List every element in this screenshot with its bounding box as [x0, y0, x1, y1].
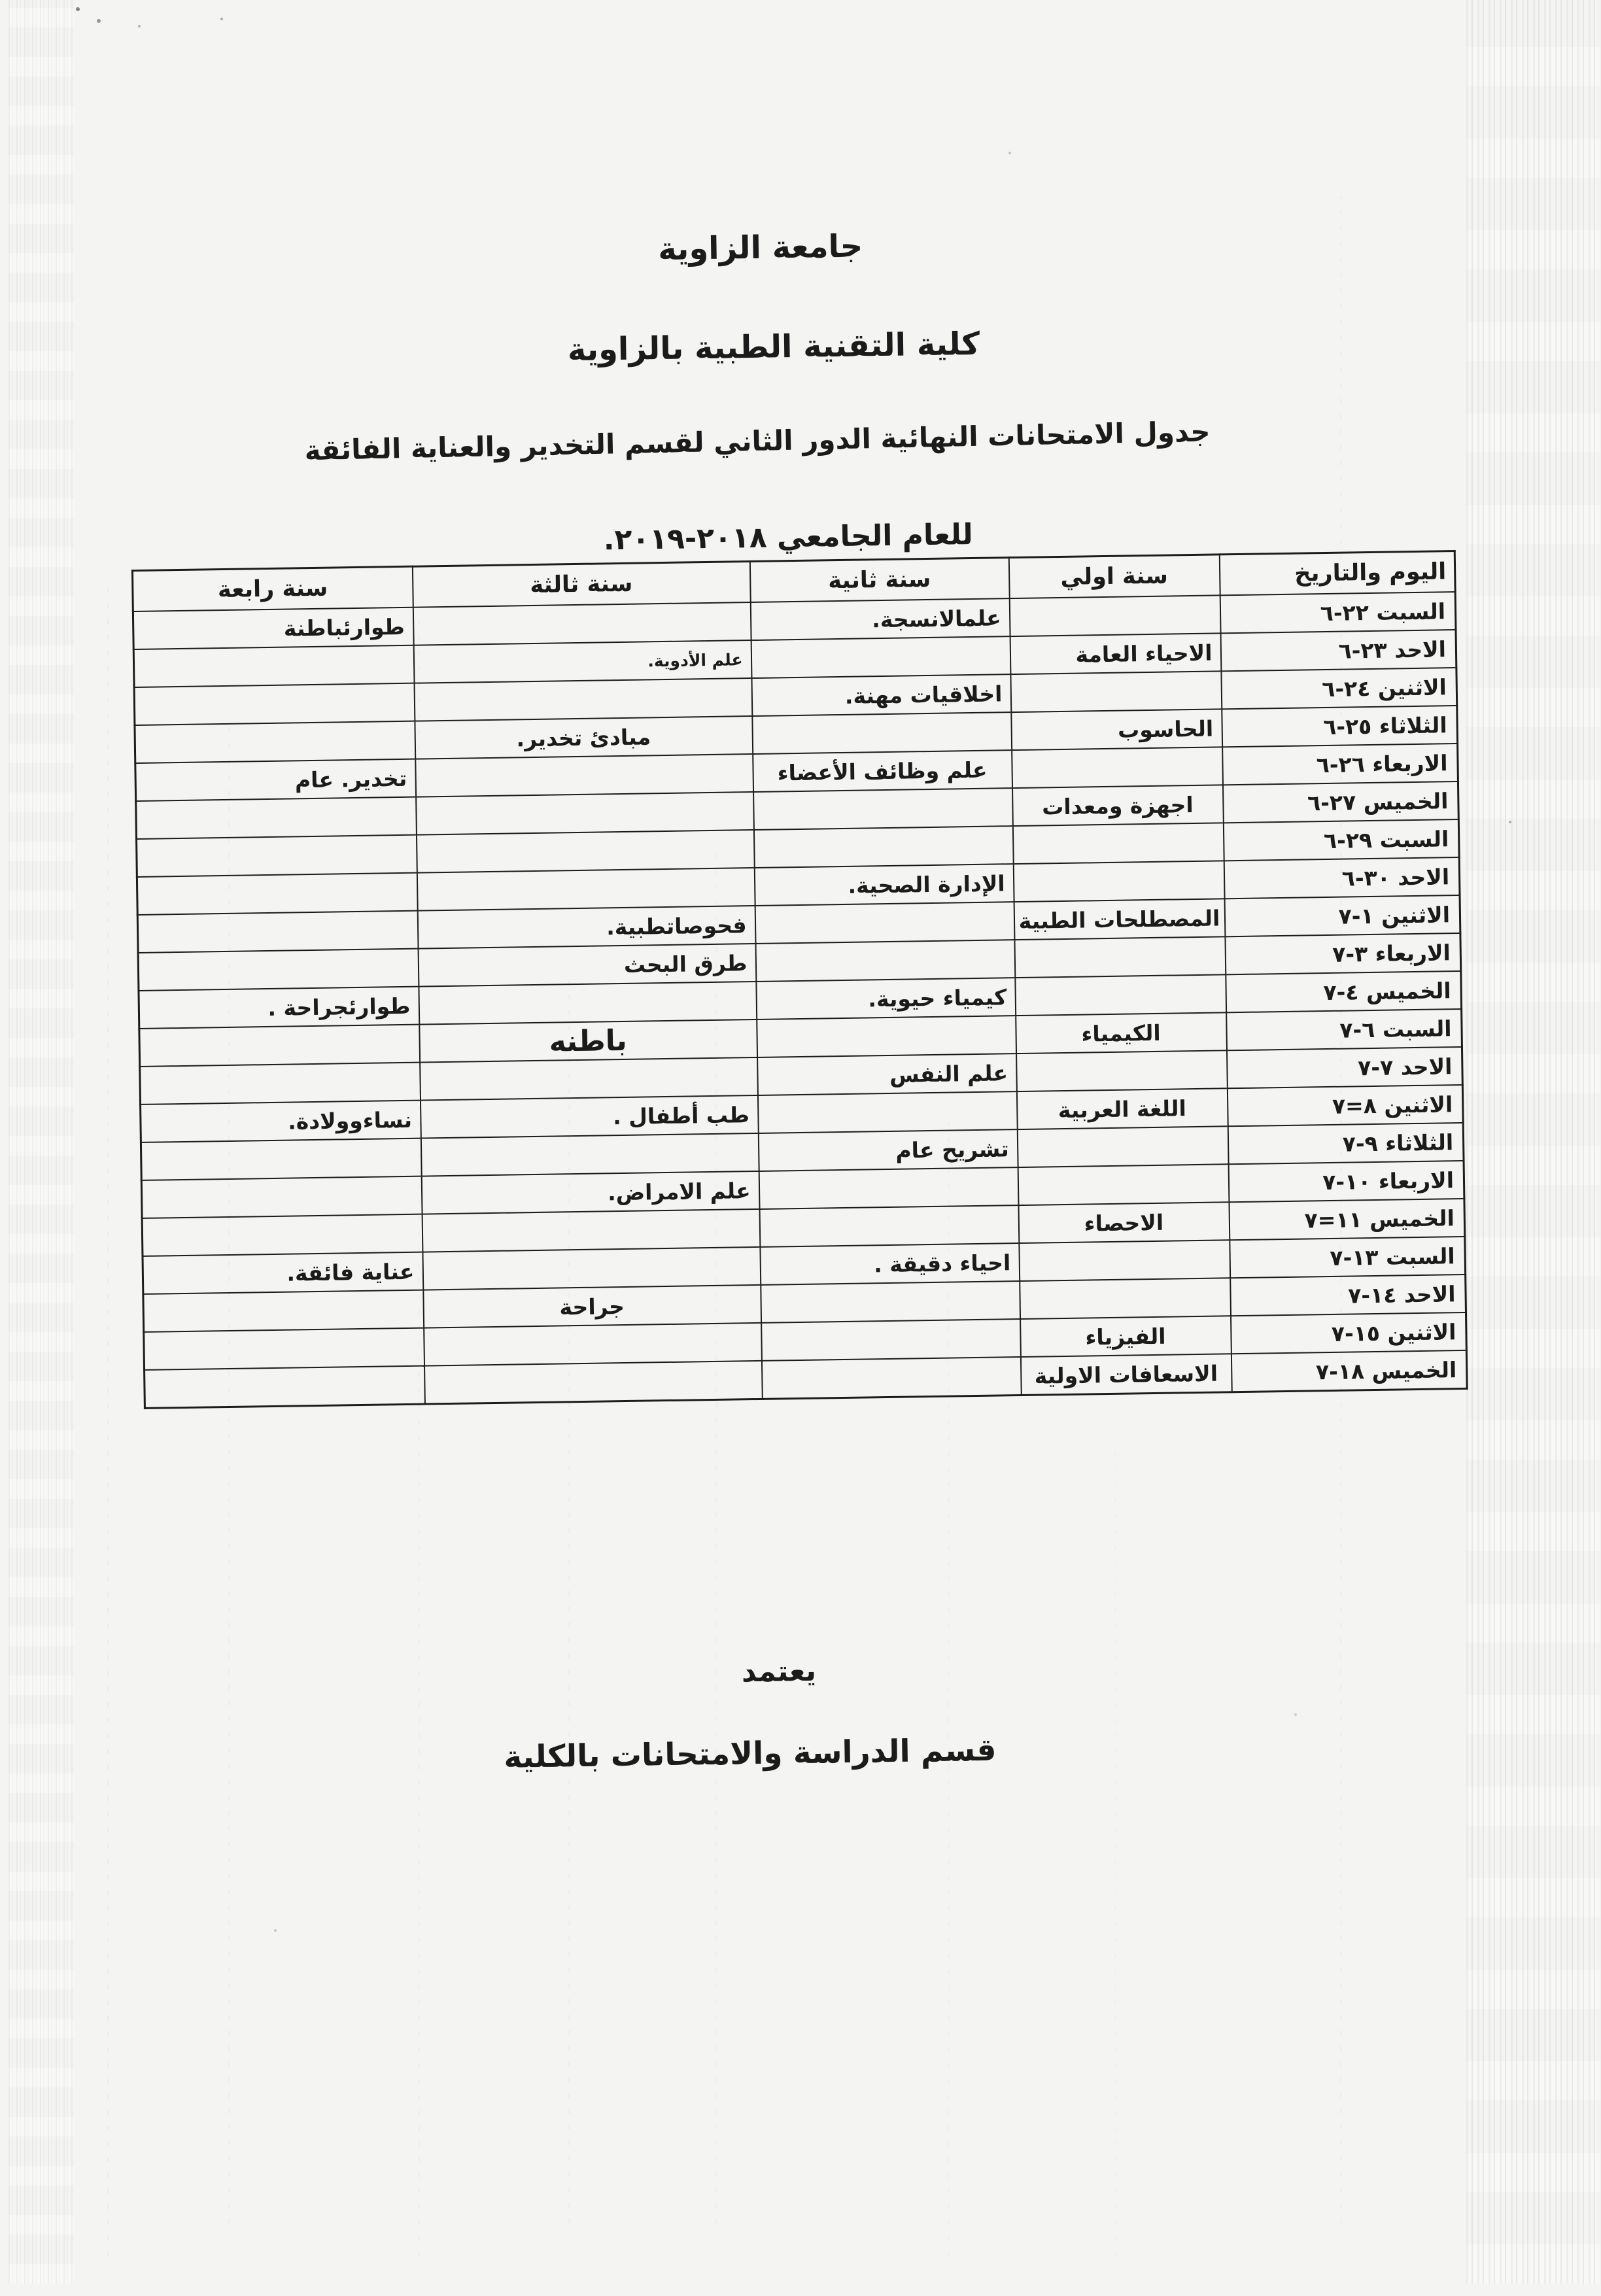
- date-cell: السبت ١٣-٧: [1230, 1237, 1466, 1278]
- date-cell: السبت ٢٩-٦: [1224, 819, 1460, 861]
- subject-cell: [1020, 1240, 1231, 1281]
- subject-cell: [134, 645, 415, 687]
- date-cell: الاثنين ١-٧: [1225, 895, 1461, 936]
- university-title: جامعة الزاوية: [658, 228, 864, 268]
- subject-cell: [141, 1063, 421, 1105]
- subject-cell: [756, 940, 1016, 982]
- subject-cell: باطنه: [420, 1019, 758, 1063]
- subject-cell: [423, 1247, 761, 1290]
- subject-cell: [760, 1205, 1020, 1247]
- subject-cell: [145, 1328, 425, 1370]
- subject-cell: [425, 1361, 763, 1404]
- subject-cell: اللغة العربية: [1017, 1088, 1228, 1129]
- subject-cell: [417, 830, 755, 873]
- subject-cell: احياء دقيقة .: [761, 1243, 1020, 1285]
- subject-cell: [137, 797, 417, 839]
- subject-cell: [1018, 1164, 1230, 1205]
- subject-cell: الاحصاء: [1019, 1202, 1230, 1243]
- date-cell: الاحد ٣٠-٦: [1224, 857, 1460, 899]
- subject-cell: [762, 1357, 1022, 1399]
- column-header-y4: سنة رابعة: [133, 566, 413, 611]
- subject-cell: نساءوولادة.: [141, 1101, 422, 1142]
- academic-year: للعام الجامعي ٢٠١٨-٢٠١٩.: [604, 517, 974, 557]
- schedule-title: جدول الامتحانات النهائية الدور الثاني لقسم التخدير والعناية الفائقة: [305, 415, 1211, 467]
- date-cell: الاربعاء ١٠-٧: [1229, 1161, 1465, 1202]
- date-cell: السبت ٢٢-٦: [1220, 592, 1456, 633]
- subject-cell: [424, 1323, 763, 1366]
- subject-cell: [137, 873, 418, 915]
- subject-cell: [1020, 1278, 1231, 1319]
- subject-cell: فحوصاتطبية.: [418, 906, 756, 949]
- subject-cell: [415, 678, 753, 721]
- subject-cell: [137, 835, 418, 877]
- column-header-y2: سنة ثانية: [750, 558, 1010, 602]
- subject-cell: [753, 712, 1012, 754]
- subject-cell: الإدارة الصحية.: [755, 864, 1014, 906]
- subject-cell: [1018, 1126, 1229, 1167]
- subject-cell: [755, 902, 1015, 944]
- subject-cell: كيمياء حيوية.: [757, 978, 1016, 1019]
- date-cell: الخميس ١٨-٧: [1231, 1350, 1468, 1392]
- subject-cell: [761, 1281, 1021, 1323]
- subject-cell: [754, 788, 1014, 830]
- subject-cell: [135, 683, 415, 725]
- subject-cell: [1010, 595, 1221, 636]
- date-cell: الاحد ١٤-٧: [1231, 1275, 1467, 1316]
- subject-cell: المصطلحات الطبية: [1014, 899, 1226, 940]
- subject-cell: [422, 1209, 761, 1252]
- subject-cell: [142, 1176, 422, 1218]
- subject-cell: [759, 1167, 1019, 1209]
- subject-cell: طوارئباطنة: [133, 608, 414, 649]
- subject-cell: [1017, 1050, 1228, 1091]
- date-cell: الاثنين ٨=٧: [1228, 1085, 1464, 1126]
- subject-cell: [1014, 861, 1225, 902]
- subject-cell: [762, 1319, 1022, 1361]
- date-cell: الخميس ١١=٧: [1230, 1199, 1466, 1240]
- subject-cell: [141, 1139, 422, 1180]
- subject-cell: [135, 721, 416, 763]
- subject-cell: [417, 792, 755, 835]
- date-cell: الاحد ٧-٧: [1227, 1047, 1463, 1088]
- subject-cell: [419, 982, 757, 1025]
- date-cell: الاحد ٢٣-٦: [1221, 630, 1457, 671]
- subject-cell: [144, 1290, 424, 1332]
- column-header-y3: سنة ثالثة: [413, 562, 751, 608]
- subject-cell: طوارئجراحة .: [139, 987, 420, 1029]
- subject-cell: [138, 911, 419, 953]
- subject-cell: [1016, 974, 1227, 1016]
- date-cell: الاثنين ٢٤-٦: [1222, 668, 1458, 709]
- date-cell: الخميس ٢٧-٦: [1223, 781, 1459, 823]
- college-title: كلية التقنية الطبية بالزاوية: [568, 325, 981, 369]
- subject-cell: [140, 1025, 421, 1067]
- approval-label: يعتمد: [742, 1654, 818, 1689]
- subject-cell: [416, 754, 754, 797]
- subject-cell: الحاسوب: [1012, 709, 1223, 750]
- subject-cell: [1012, 747, 1224, 788]
- subject-cell: [751, 636, 1011, 678]
- subject-cell: جراحة: [424, 1285, 762, 1328]
- subject-cell: [1011, 671, 1222, 712]
- subject-cell: مبادئ تخدير.: [415, 716, 753, 759]
- subject-cell: الاسعافات الاولية: [1021, 1354, 1232, 1395]
- subject-cell: علم الامراض.: [422, 1171, 760, 1214]
- subject-cell: اجهزة ومعدات: [1013, 785, 1224, 826]
- subject-cell: [421, 1133, 759, 1176]
- scan-speck-dots: [0, 0, 3, 3]
- subject-cell: [139, 949, 419, 991]
- subject-cell: [754, 826, 1014, 868]
- date-cell: الاثنين ١٥-٧: [1231, 1312, 1468, 1354]
- column-header-date: اليوم والتاريخ: [1220, 551, 1456, 596]
- subject-cell: [417, 868, 755, 911]
- subject-cell: [413, 602, 751, 645]
- date-cell: السبت ٦-٧: [1227, 1009, 1463, 1050]
- date-cell: الثلاثاء ٩-٧: [1228, 1123, 1464, 1164]
- subject-cell: علم وظائف الأعضاء: [753, 750, 1013, 792]
- subject-cell: الاحياء العامة: [1010, 633, 1222, 674]
- date-cell: الاربعاء ٣-٧: [1226, 933, 1462, 974]
- subject-cell: علم الأدوية.: [414, 640, 752, 683]
- subject-cell: الفيزياء: [1021, 1316, 1232, 1357]
- date-cell: الثلاثاء ٢٥-٦: [1222, 706, 1458, 747]
- column-header-y1: سنة اولي: [1009, 555, 1220, 598]
- exam-table-body: [133, 592, 1468, 1408]
- subject-cell: علم النفس: [758, 1054, 1018, 1095]
- subject-cell: [1015, 936, 1226, 978]
- date-cell: الاربعاء ٢٦-٦: [1223, 744, 1459, 785]
- subject-cell: تخدير. عام: [136, 759, 417, 801]
- subject-cell: [758, 1091, 1018, 1133]
- subject-cell: عناية فائقة.: [143, 1252, 424, 1294]
- exam-schedule-table: [132, 550, 1469, 1409]
- subject-cell: طرق البحث: [419, 944, 757, 987]
- subject-cell: [143, 1214, 423, 1256]
- subject-cell: [1013, 823, 1224, 864]
- subject-cell: اخلاقيات مهنة.: [752, 674, 1012, 716]
- subject-cell: تشريح عام: [759, 1129, 1018, 1171]
- subject-cell: [757, 1016, 1017, 1057]
- subject-cell: الكيمياء: [1016, 1012, 1228, 1054]
- subject-cell: [145, 1366, 426, 1409]
- date-cell: الخميس ٤-٧: [1226, 971, 1462, 1012]
- approval-department: قسم الدراسة والامتحانات بالكلية: [504, 1732, 997, 1775]
- subject-cell: علمالانسجة.: [751, 598, 1010, 640]
- subject-cell: طب أطفال .: [421, 1095, 759, 1139]
- subject-cell: [421, 1057, 759, 1101]
